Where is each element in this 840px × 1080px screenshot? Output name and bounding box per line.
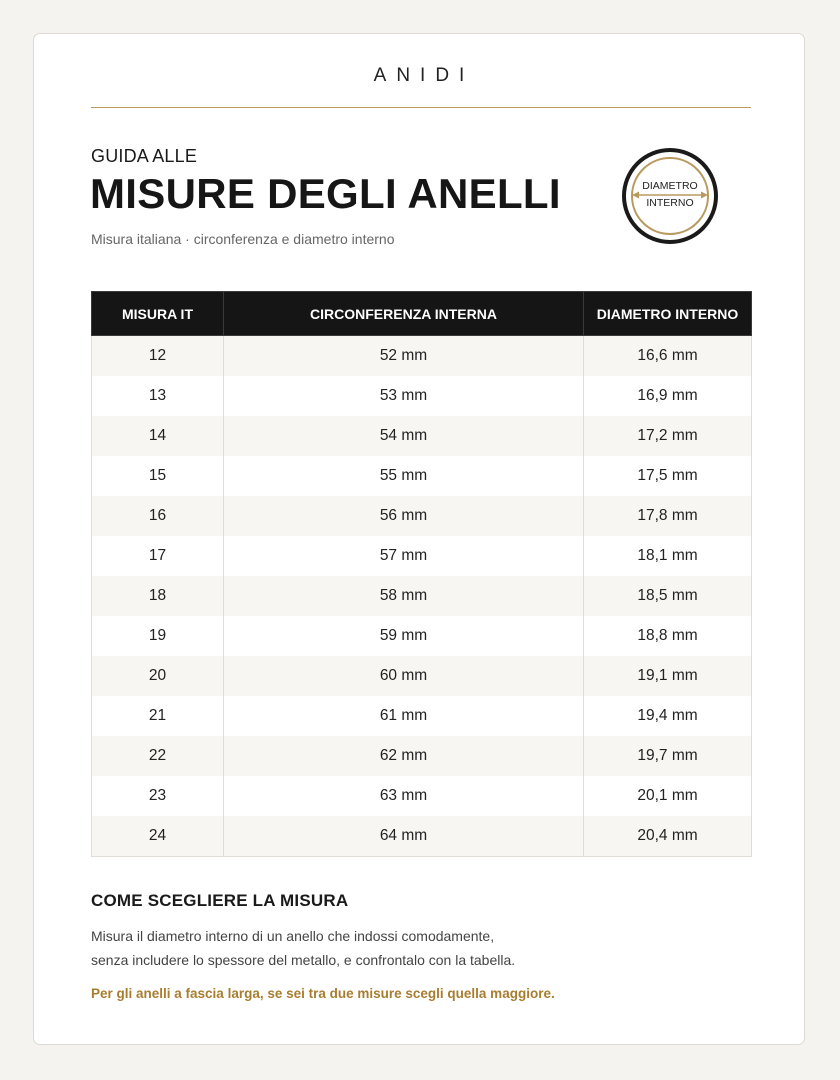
cell-diameter: 19,1 mm — [584, 656, 752, 696]
ring-diameter-icon — [620, 146, 720, 246]
howto-line-2: senza includere lo spessore del metallo, e confrontalo con la tabella. — [91, 952, 516, 968]
table-row — [92, 336, 752, 377]
page-title: MISURE DEGLI ANELLI — [90, 170, 561, 217]
cell-circumference: 55 mm — [224, 456, 584, 496]
cell-size: 20 — [92, 656, 224, 696]
cell-diameter: 17,8 mm — [584, 496, 752, 536]
header-misura-it: MISURA IT — [92, 292, 224, 336]
table-row — [92, 696, 752, 736]
cell-circumference: 59 mm — [224, 616, 584, 656]
cell-diameter: 16,6 mm — [584, 336, 752, 377]
howto-line-1: Misura il diametro interno di un anello che indossi comodamente, — [91, 928, 495, 944]
cell-size: 22 — [92, 736, 224, 776]
cell-circumference: 63 mm — [224, 776, 584, 816]
howto-title: COME SCEGLIERE LA MISURA — [91, 891, 349, 910]
cell-size: 24 — [92, 816, 224, 857]
cell-size: 21 — [92, 696, 224, 736]
header-diametro: DIAMETRO INTERNO — [584, 292, 752, 336]
cell-circumference: 58 mm — [224, 576, 584, 616]
brand-divider — [91, 107, 751, 108]
cell-circumference: 56 mm — [224, 496, 584, 536]
cell-diameter: 19,7 mm — [584, 736, 752, 776]
cell-size: 23 — [92, 776, 224, 816]
table-row — [92, 496, 752, 536]
cell-diameter: 18,1 mm — [584, 536, 752, 576]
size-guide-card — [33, 33, 805, 1045]
cell-circumference: 61 mm — [224, 696, 584, 736]
cell-circumference: 52 mm — [224, 336, 584, 377]
cell-circumference: 60 mm — [224, 656, 584, 696]
page-kicker: GUIDA ALLE — [91, 146, 198, 166]
cell-diameter: 16,9 mm — [584, 376, 752, 416]
cell-diameter: 20,4 mm — [584, 816, 752, 857]
table-row — [92, 736, 752, 776]
page-subtitle: Misura italiana · circonferenza e diametro interno — [91, 231, 395, 247]
badge-line2: INTERNO — [646, 197, 694, 209]
cell-diameter: 17,5 mm — [584, 456, 752, 496]
cell-diameter: 17,2 mm — [584, 416, 752, 456]
table-row — [92, 376, 752, 416]
cell-size: 18 — [92, 576, 224, 616]
cell-size: 14 — [92, 416, 224, 456]
table-row — [92, 536, 752, 576]
howto-paragraph — [91, 924, 515, 972]
table-row — [92, 616, 752, 656]
table-row — [92, 656, 752, 696]
badge-line1: DIAMETRO — [642, 180, 698, 192]
cell-circumference: 57 mm — [224, 536, 584, 576]
table-row — [92, 576, 752, 616]
table-row — [92, 816, 752, 857]
cell-circumference: 62 mm — [224, 736, 584, 776]
cell-diameter: 20,1 mm — [584, 776, 752, 816]
cell-size: 16 — [92, 496, 224, 536]
table-row — [92, 456, 752, 496]
table-row — [92, 776, 752, 816]
header-circonferenza: CIRCONFERENZA INTERNA — [224, 292, 584, 336]
cell-size: 17 — [92, 536, 224, 576]
cell-circumference: 54 mm — [224, 416, 584, 456]
cell-diameter: 18,8 mm — [584, 616, 752, 656]
cell-diameter: 19,4 mm — [584, 696, 752, 736]
size-table — [91, 291, 751, 857]
cell-size: 15 — [92, 456, 224, 496]
table-row — [92, 416, 752, 456]
brand-logo: ANIDI — [373, 65, 475, 86]
howto-note: Per gli anelli a fascia larga, se sei tra due misure scegli quella maggiore. — [91, 986, 555, 1001]
cell-circumference: 64 mm — [224, 816, 584, 857]
cell-diameter: 18,5 mm — [584, 576, 752, 616]
table-header-row — [92, 292, 752, 336]
cell-size: 13 — [92, 376, 224, 416]
cell-size: 12 — [92, 336, 224, 377]
cell-size: 19 — [92, 616, 224, 656]
cell-circumference: 53 mm — [224, 376, 584, 416]
